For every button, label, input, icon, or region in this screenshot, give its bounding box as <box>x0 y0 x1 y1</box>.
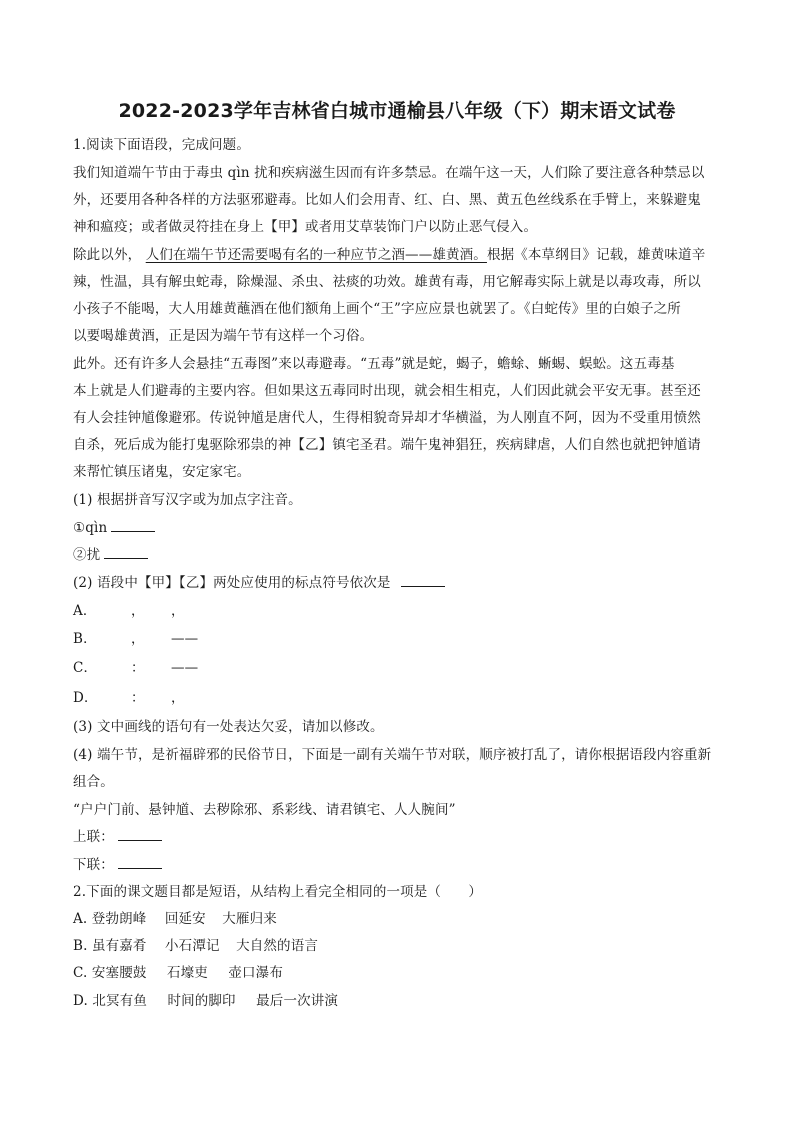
option-item: 大自然的语言 <box>236 938 318 954</box>
option-letter: D． <box>73 690 98 706</box>
option-letter: C. <box>73 965 88 981</box>
q1-option-b[interactable] <box>73 629 198 649</box>
sub1-b-label: ②扰 <box>73 547 101 563</box>
option-letter: A． <box>73 603 97 619</box>
q1-p2-line3: 小孩子不能喝，大人用雄黄蘸酒在他们额角上画个“王”字应应景也就罢了。《白蛇传》里的白娘子之所 <box>73 301 681 317</box>
answer-blank[interactable] <box>104 546 148 559</box>
q2-option-b[interactable] <box>73 936 318 956</box>
option-item: 时间的脚印 <box>167 993 236 1009</box>
option-letter: C． <box>73 660 98 676</box>
q1-sub2 <box>73 573 445 593</box>
option-mark-1: ， <box>131 603 145 619</box>
sub1-a-label: ①qìn <box>73 520 108 536</box>
answer-blank[interactable] <box>118 856 162 869</box>
q1-p1-line2: 外，还要用各种各样的方法驱邪避毒。比如人们会用青、红、白、黑、黄五色丝线系在手臂上，来躲避鬼 <box>73 192 701 208</box>
option-mark-1: ： <box>131 690 145 706</box>
underlined-sentence: 人们在端午节还需要喝有名的一种应节之酒——雄黄酒。 <box>145 247 487 263</box>
q1-sub1-a <box>73 518 155 538</box>
q1-p2-line1 <box>73 245 705 265</box>
q1-sub1: (1) 根据拼音写汉字或为加点字注音。 <box>73 492 302 508</box>
sub2-text: (2) 语段中【甲】【乙】两处应使用的标点符号依次是 <box>73 575 391 591</box>
q1-sub1-b <box>73 545 148 565</box>
option-letter: D. <box>73 993 88 1009</box>
q1-p2-line4: 以要喝雄黄酒，正是因为端午节有这样一个习俗。 <box>73 328 374 344</box>
answer-blank[interactable] <box>111 519 155 532</box>
couplet-text: “户户门前、悬钟馗、去秽除邪、系彩线、请君镇宅、人人腕间” <box>73 802 456 818</box>
option-letter: B. <box>73 938 88 954</box>
q1-p1-line3: 神和瘟疫；或者做灵符挂在身上【甲】或者用艾草装饰门户以防止恶气侵入。 <box>73 219 538 235</box>
q2-option-d[interactable] <box>73 991 338 1011</box>
option-mark-2: —— <box>171 660 199 676</box>
option-item: 小石潭记 <box>165 938 220 954</box>
option-mark-2: ， <box>171 603 185 619</box>
option-item: 石壕吏 <box>166 965 208 981</box>
q2-option-c[interactable] <box>73 963 283 983</box>
q1-sub3: (3) 文中画线的语句有一处表达欠妥，请加以修改。 <box>73 719 384 735</box>
q1-option-c[interactable] <box>73 658 198 678</box>
q1-p1-line1: 我们知道端午节由于毒虫 qìn 扰和疾病滋生因而有许多禁忌。在端午这一天，人们除了要注意各种禁忌以 <box>73 165 705 181</box>
q1-option-d[interactable] <box>73 688 185 708</box>
upper-couplet <box>73 827 162 847</box>
q1-p2-line2: 辣，性温，具有解虫蛇毒，除燥湿、杀虫、祛痰的功效。雄黄有毒，用它解毒实际上就是以毒攻毒，所以 <box>73 274 701 290</box>
q2-option-a[interactable] <box>73 909 277 929</box>
lower-couplet <box>73 855 162 875</box>
q1-header: 1.阅读下面语段，完成问题。 <box>73 137 250 153</box>
q1-p3-line4: 自杀，死后成为能打鬼驱除邪祟的神【乙】镇宅圣君。端午鬼神猖狂，疾病肆虐，人们自然也就把钟馗请 <box>73 437 701 453</box>
answer-blank[interactable] <box>118 828 162 841</box>
option-item: 登勃朗峰 <box>91 911 147 927</box>
q1-p3-line5: 来帮忙镇压诸鬼，安定家宅。 <box>73 464 251 480</box>
option-mark-2: ， <box>171 690 185 706</box>
option-item: 虽有嘉肴 <box>91 938 147 954</box>
q1-p3-line2: 本上就是人们避毒的主要内容。但如果这五毒同时出现，就会相生相克，人们因此就会平安无事。甚至还 <box>73 383 701 399</box>
q1-p3-line3: 有人会挂钟馗像避邪。传说钟馗是唐代人，生得相貌奇异却才华横溢，为人刚直不阿，因为不受重用愤然 <box>73 410 701 426</box>
q1-option-a[interactable] <box>73 601 185 621</box>
option-mark-2: —— <box>171 631 199 647</box>
option-item: 大雁归来 <box>222 911 277 927</box>
q1-sub4-line1: (4) 端午节，是祈福辟邪的民俗节日，下面是一副有关端午节对联，顺序被打乱了，请你根据语段内容重新 <box>73 747 712 763</box>
q1-p2-prefix: 除此以外， <box>73 247 142 263</box>
option-mark-1: ： <box>131 660 145 676</box>
option-item: 最后一次讲演 <box>256 993 339 1009</box>
upper-label: 上联： <box>73 829 114 845</box>
option-item: 壶口瀑布 <box>228 965 283 981</box>
option-mark-1: ， <box>131 631 145 647</box>
option-letter: A. <box>73 911 88 927</box>
page-title: 2022-2023学年吉林省白城市通榆县八年级（下）期末语文试卷 <box>118 100 676 122</box>
q1-p3-line1: 此外。还有许多人会悬挂“五毒图”来以毒避毒。“五毒”就是蛇，蝎子，蟾蜍、蜥蜴、蜈蚣。这五毒基 <box>73 356 675 372</box>
q1-sub4-line2: 组合。 <box>73 774 114 790</box>
q2-header: 2.下面的课文题目都是短语，从结构上看完全相同的一项是（ ） <box>73 884 483 900</box>
option-letter: B． <box>73 631 97 647</box>
option-item: 回延安 <box>164 911 206 927</box>
answer-blank[interactable] <box>401 574 445 587</box>
q1-p2-rest: 根据《本草纲目》记载，雄黄味道辛 <box>486 247 706 263</box>
lower-label: 下联： <box>73 857 114 873</box>
option-item: 北冥有鱼 <box>92 993 147 1009</box>
option-item: 安塞腰鼓 <box>91 965 147 981</box>
